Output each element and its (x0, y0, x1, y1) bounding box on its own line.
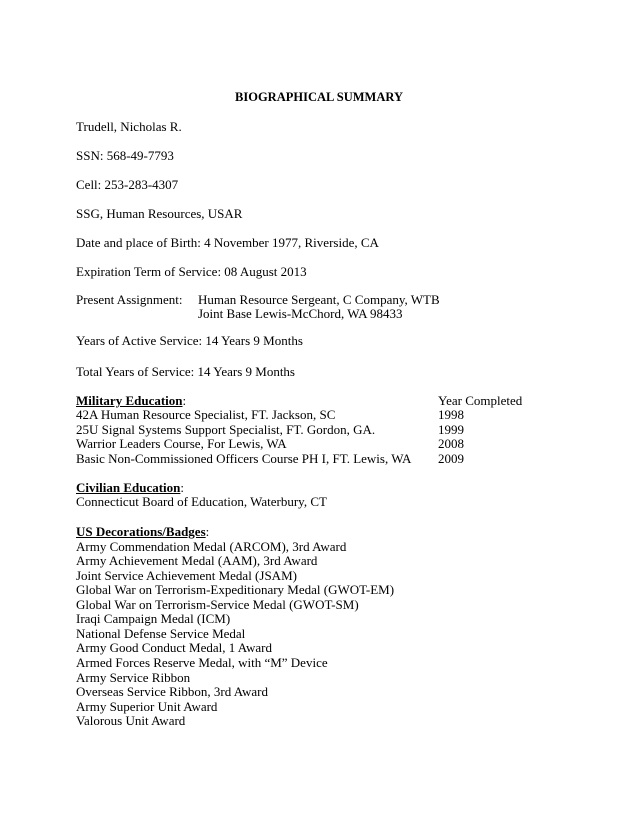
course-item: Warrior Leaders Course, For Lewis, WA (76, 436, 287, 451)
civilian-education-heading-text: Civilian Education (76, 480, 181, 495)
decoration-item: Iraqi Campaign Medal (ICM) (76, 611, 231, 626)
decoration-item: National Defense Service Medal (76, 626, 246, 641)
decoration-item: Global War on Terrorism-Expeditionary Medal (GWOT-EM) (76, 582, 395, 597)
course-year: 1998 (438, 407, 464, 422)
active-service: Years of Active Service: 14 Years 9 Months (76, 333, 303, 348)
decoration-item: Valorous Unit Award (76, 713, 186, 728)
assignment-line-1: Human Resource Sergeant, C Company, WTB (198, 292, 440, 307)
decoration-item: Overseas Service Ribbon, 3rd Award (76, 684, 268, 699)
decoration-item: Army Commendation Medal (ARCOM), 3rd Award (76, 539, 347, 554)
civilian-education-item: Connecticut Board of Education, Waterbury, CT (76, 494, 327, 509)
military-education-heading-text: Military Education (76, 393, 183, 408)
rank-branch: SSG, Human Resources, USAR (76, 206, 243, 221)
decoration-item: Army Service Ribbon (76, 670, 191, 685)
course-year: 2009 (438, 451, 464, 466)
course-year: 1999 (438, 422, 464, 437)
birth-info: Date and place of Birth: 4 November 1977, Riverside, CA (76, 235, 379, 250)
assignment-label: Present Assignment: (76, 292, 183, 307)
cell-phone: Cell: 253-283-4307 (76, 177, 179, 192)
decorations-colon: : (205, 524, 210, 539)
decoration-item: Army Achievement Medal (AAM), 3rd Award (76, 553, 318, 568)
military-education-heading (76, 393, 186, 408)
military-education-colon: : (182, 393, 187, 408)
year-completed-heading: Year Completed (438, 393, 523, 408)
document-title: BIOGRAPHICAL SUMMARY (235, 90, 403, 104)
civilian-education-colon: : (180, 480, 185, 495)
total-service: Total Years of Service: 14 Years 9 Months (76, 364, 295, 379)
decorations-heading-text: US Decorations/Badges (76, 524, 206, 539)
decoration-item: Army Superior Unit Award (76, 699, 218, 714)
decoration-item: Global War on Terrorism-Service Medal (GWOT-SM) (76, 597, 359, 612)
civilian-education-heading (76, 480, 184, 495)
course-item: Basic Non-Commissioned Officers Course PH I, FT. Lewis, WA (76, 451, 412, 466)
decoration-item: Joint Service Achievement Medal (JSAM) (76, 568, 297, 583)
course-item: 25U Signal Systems Support Specialist, FT. Gordon, GA. (76, 422, 376, 437)
assignment-line-2: Joint Base Lewis-McChord, WA 98433 (198, 306, 403, 321)
course-year: 2008 (438, 436, 464, 451)
ets-date: Expiration Term of Service: 08 August 2013 (76, 264, 307, 279)
decorations-heading (76, 524, 209, 539)
ssn: SSN: 568-49-7793 (76, 148, 174, 163)
person-name: Trudell, Nicholas R. (76, 119, 182, 134)
course-item: 42A Human Resource Specialist, FT. Jackson, SC (76, 407, 336, 422)
decoration-item: Armed Forces Reserve Medal, with “M” Device (76, 655, 328, 670)
decoration-item: Army Good Conduct Medal, 1 Award (76, 640, 272, 655)
